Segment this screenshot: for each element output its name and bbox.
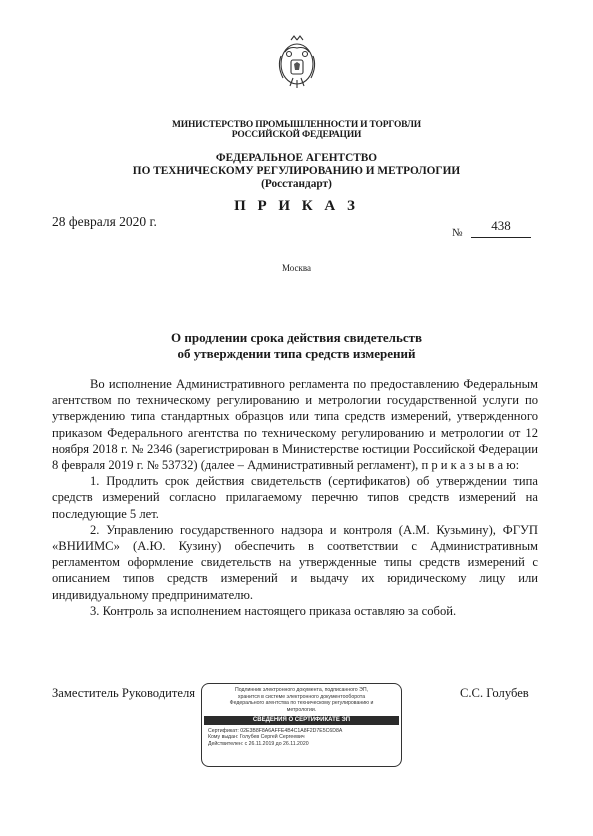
document-date: 28 февраля 2020 г. bbox=[52, 214, 157, 229]
document-type: П Р И К А З bbox=[234, 198, 359, 214]
stamp-certificate-header: СВЕДЕНИЯ О СЕРТИФИКАТЕ ЭП bbox=[204, 716, 399, 725]
document-city: Москва bbox=[282, 263, 311, 273]
number-underline bbox=[471, 237, 531, 238]
stamp-notice-line-1: Подлинник электронного документа, подписанного ЭП, bbox=[234, 687, 368, 693]
paragraph-item-1: 1. Продлить срок действия свидетельств (сертификатов) об утверждении типа средств измерений согласно прилагаемому перечню типов средств измерений на последующие 5 лет. bbox=[52, 474, 538, 521]
paragraph-item-3: 3. Контроль за исполнением настоящего приказа оставляю за собой. bbox=[90, 603, 457, 618]
signatory-position: Заместитель Руководителя bbox=[52, 686, 196, 700]
stamp-notice-line-3: Федерального агентства по техническому регулированию и bbox=[229, 700, 374, 706]
stamp-certificate-id: Сертификат: 02E3B8F8A6AFFE4B4C1A8F2D7E5C6D8A bbox=[208, 727, 343, 734]
document-subject bbox=[0, 330, 593, 362]
stamp-certificate-info bbox=[208, 728, 395, 748]
agency-name bbox=[0, 152, 593, 191]
ministry-name bbox=[0, 120, 593, 140]
stamp-notice bbox=[208, 687, 395, 713]
ministry-line-1: МИНИСТЕРСТВО ПРОМЫШЛЕННОСТИ И ТОРГОВЛИ bbox=[171, 120, 421, 130]
document-body bbox=[52, 376, 538, 619]
number-sign: № bbox=[452, 227, 463, 239]
stamp-certificate-validity: Действителен: с 26.11.2019 до 26.11.2020 bbox=[208, 740, 309, 747]
stamp-certificate-owner: Кому выдан: Голубев Сергей Сергеевич bbox=[208, 734, 305, 740]
subject-line-1: О продлении срока действия свидетельств bbox=[170, 330, 423, 345]
paragraph-item-2: 2. Управлению государственного надзора и контроля (А.М. Кузьмину), ФГУП «ВНИИМС» (А.Ю. Кузину) обеспечить в соответствии с Административным регламентом оформление свидетельств на утвержденные типы средств измерений с описанием типов средств измерений и выдачу их юридическому лицу или индивидуальному предпринимателю. bbox=[52, 522, 538, 602]
stamp-notice-line-2: хранится в системе электронного документооборота bbox=[237, 693, 366, 700]
document-number: 438 bbox=[491, 218, 511, 233]
agency-line-1: ФЕДЕРАЛЬНОЕ АГЕНТСТВО bbox=[215, 152, 378, 164]
agency-line-3: (Росстандарт) bbox=[261, 178, 332, 190]
ministry-line-2: РОССИЙСКОЙ ФЕДЕРАЦИИ bbox=[231, 130, 362, 140]
signatory-name: С.С. Голубев bbox=[460, 686, 529, 700]
agency-line-2: ПО ТЕХНИЧЕСКОМУ РЕГУЛИРОВАНИЮ И МЕТРОЛОГИИ bbox=[132, 165, 461, 177]
subject-line-2: об утверждении типа средств измерений bbox=[177, 346, 416, 361]
coat-of-arms-emblem bbox=[275, 34, 319, 94]
electronic-signature-stamp bbox=[201, 683, 402, 767]
paragraph-preamble: Во исполнение Административного регламента по предоставлению Федеральным агентством по техническому регулированию и метрологии государственной услуги по утверждению типа стандартных образцов или типа средств измерений, утвержденного приказом Федерального агентства по техническому регулированию и метрологии от 12 ноября 2018 г. № 2346 (зарегистрирован в Министерстве юстиции Российской Федерации 8 февраля 2019 г. № 53732) (далее – Административный регламент), п р и к а з ы в а ю: bbox=[52, 377, 538, 473]
stamp-notice-line-4: метрологии. bbox=[286, 706, 317, 713]
